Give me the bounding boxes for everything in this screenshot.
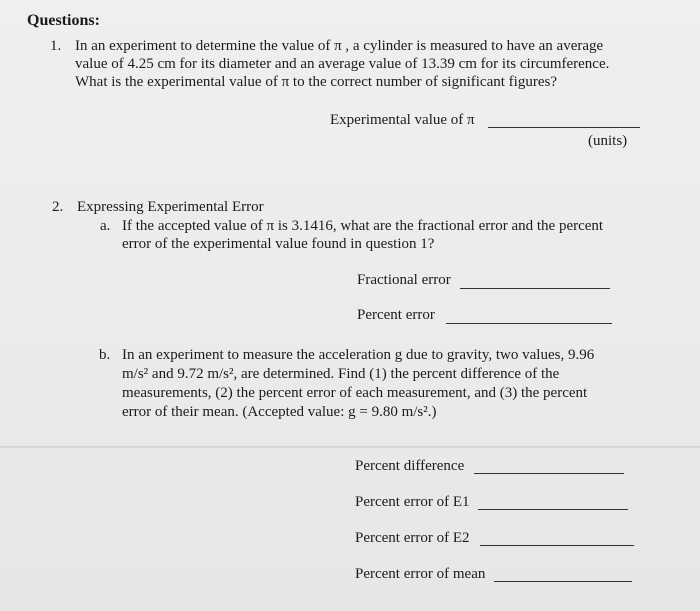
q2a-text-line1: If the accepted value of π is 3.1416, what are the fractional error and the percent <box>122 218 604 234</box>
percent-difference-label: Percent difference <box>355 458 465 474</box>
q2b-text-line1: In an experiment to measure the acceleration g due to gravity, two values, 9.96 <box>122 347 595 363</box>
percent-error-blank[interactable] <box>446 323 612 324</box>
units-label: (units) <box>588 133 628 149</box>
percent-error-mean-label: Percent error of mean <box>355 566 486 582</box>
q2-title: Expressing Experimental Error <box>77 199 264 215</box>
page-fold-shadow <box>0 446 700 449</box>
percent-difference-blank[interactable] <box>474 473 624 474</box>
q2a-letter: a. <box>100 218 111 234</box>
q2b-text-line2: m/s² and 9.72 m/s², are determined. Find (1) the percent difference of the <box>122 366 560 382</box>
percent-error-e1-label: Percent error of E1 <box>355 494 470 510</box>
q2b-text-line3: measurements, (2) the percent error of each measurement, and (3) the percent <box>122 385 588 401</box>
fractional-error-blank[interactable] <box>460 288 610 289</box>
q1-text-line2: value of 4.25 cm for its diameter and an average value of 13.39 cm for its circumference. <box>75 56 610 72</box>
q2a-text-line2: error of the experimental value found in question 1? <box>122 236 435 252</box>
q2b-letter: b. <box>99 347 111 363</box>
percent-error-label: Percent error <box>357 307 435 323</box>
percent-error-e2-blank[interactable] <box>480 545 634 546</box>
percent-error-e2-label: Percent error of E2 <box>355 530 470 546</box>
questions-heading: Questions: <box>27 12 100 29</box>
q2-number: 2. <box>52 199 64 215</box>
percent-error-e1-blank[interactable] <box>478 509 628 510</box>
q1-text-line3: What is the experimental value of π to the correct number of significant figures? <box>75 74 557 90</box>
percent-error-mean-blank[interactable] <box>494 581 632 582</box>
fractional-error-label: Fractional error <box>357 272 451 288</box>
q1-number: 1. <box>50 38 62 54</box>
experimental-value-blank[interactable] <box>488 127 640 128</box>
q2b-text-line4: error of their mean. (Accepted value: g = 9.80 m/s².) <box>122 404 437 420</box>
q1-text-line1: In an experiment to determine the value of π , a cylinder is measured to have an average <box>75 38 604 54</box>
experimental-value-label: Experimental value of π <box>330 112 475 128</box>
